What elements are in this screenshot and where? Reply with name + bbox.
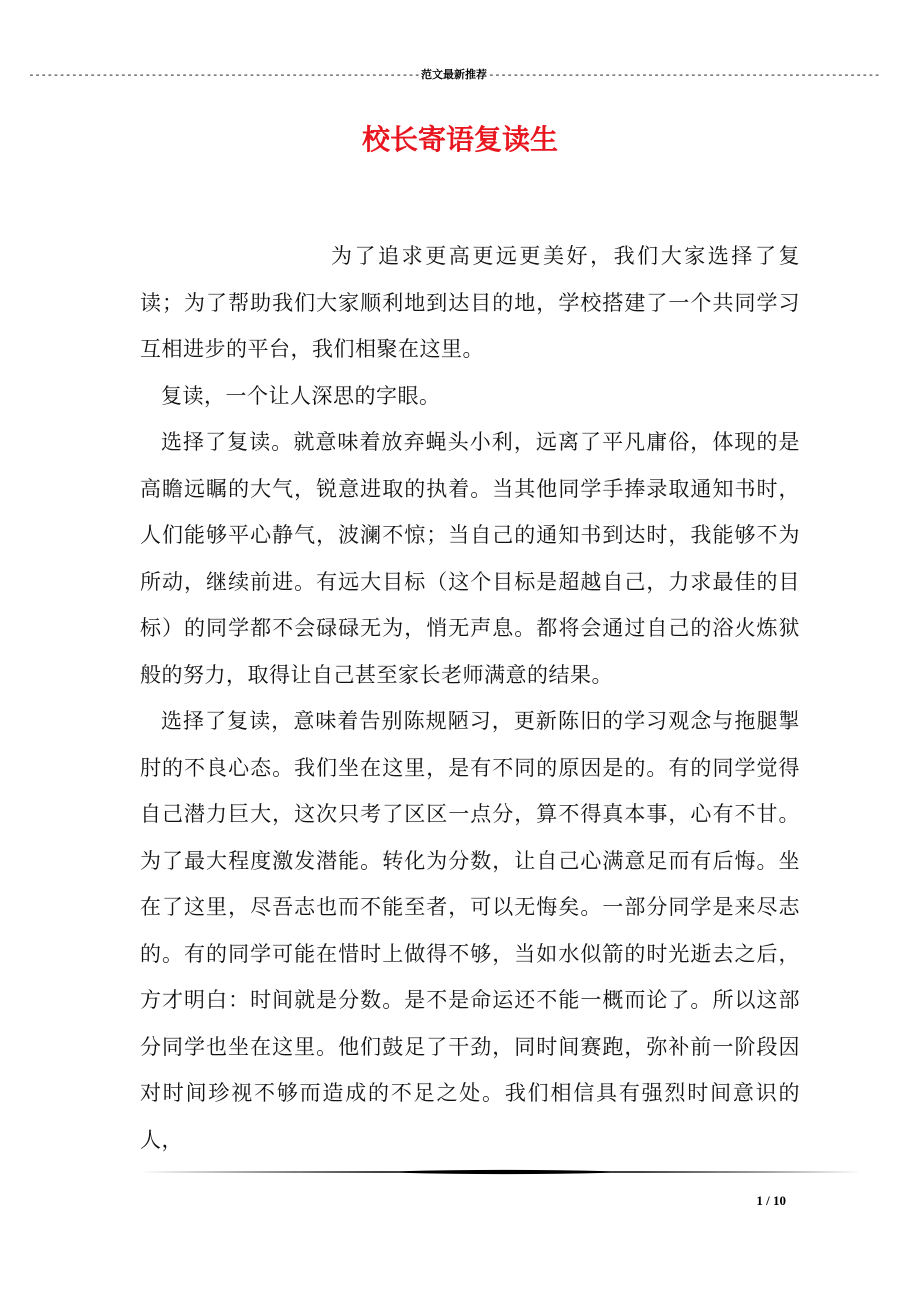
document-body: [140, 233, 800, 1163]
paragraph: 为了追求更高更远更美好，我们大家选择了复读；为了帮助我们大家顺利地到达目的地，学校搭建了一个共同学习互相进步的平台，我们相聚在这里。: [140, 244, 800, 361]
page-number: 1 / 10: [756, 1193, 786, 1208]
header-dashes-right: ----------------------------------------------------------------: [488, 68, 880, 81]
document-title: 校长寄语复读生: [361, 123, 558, 156]
paragraph: 选择了复读，意味着告别陈规陋习，更新陈旧的学习观念与拖腿掣肘的不良心态。我们坐在这里，是有不同的原因是的。有的同学觉得自己潜力巨大，这次只考了区区一点分，算不得真本事，心有不甘。为了最大程度激发潜能。转化为分数，让自己心满意足而有后悔。坐在了这里，尽吾志也而不能至者，可以无悔矣。一部分同学是来尽志的。有的同学可能在惜时上做得不够，当如水似箭的时光逝去之后，方才明白：时间就是分数。是不是命运还不能一概而论了。所以这部分同学也坐在这里。他们鼓足了干劲，同时间赛跑，弥补前一阶段因对时间珍视不够而造成的不足之处。我们相信具有强烈时间意识的人，: [140, 709, 800, 1152]
header-dashes-left: ----------------------------------------------------------------: [28, 68, 420, 81]
page-header: [28, 66, 880, 84]
paragraph: 复读，一个让人深思的字眼。: [161, 383, 441, 408]
header-label: 范文最新推荐: [421, 68, 487, 81]
footer-divider: [140, 1168, 862, 1176]
paragraph: 选择了复读。就意味着放弃蝇头小利，远离了平凡庸俗，体现的是高瞻远瞩的大气，锐意进取的执着。当其他同学手捧录取通知书时，人们能够平心静气，波澜不惊；当自己的通知书到达时，我能够不为所动，继续前进。有远大目标（这个目标是超越自己，力求最佳的目标）的同学都不会碌碌无为，悄无声息。都将会通过自己的浴火炼狱般的努力，取得让自己甚至家长老师满意的结果。: [140, 430, 800, 687]
